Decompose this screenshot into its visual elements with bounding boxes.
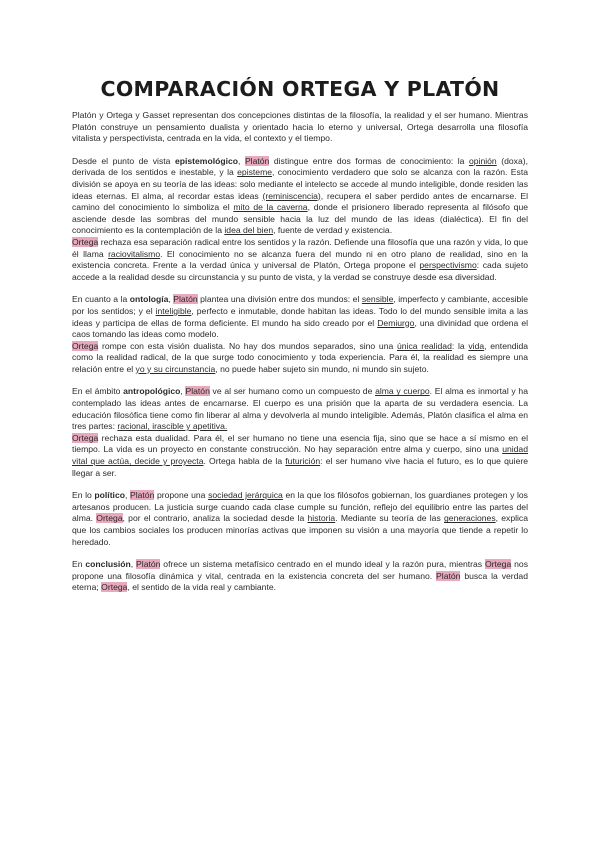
author-highlight: Platón [185, 386, 210, 397]
text-run: , fuente de verdad y existencia. [273, 225, 393, 236]
text-run: , explica que los cambios sociales los producen minorías activas que imponen su visión a una mayoría que tiende a repetir lo heredado. [72, 513, 529, 547]
author-highlight: Ortega [101, 582, 128, 593]
author-highlight: Ortega [72, 340, 99, 351]
text-run: , conocimiento verdadero que solo se alcanza con la razón. Esta división se apoya en su teoría de las ideas: solo mediante el intelecto se accede al mundo inteligible, donde residen las ideas eternas. El alma, al recordar estas ideas [72, 167, 528, 201]
anthropology-platon-paragraph [72, 386, 528, 432]
text-run: En [72, 559, 86, 570]
text-run: . El conocimiento no se alcanza fuera del mundo ni en otro plano de realidad, sino en la existencia concreta. Frente a la verdad única y universal de Platón, Ortega propone el [72, 248, 529, 271]
text-run: ofrece un sistema metafísico centrado en el mundo ideal y la razón pura, mientras [160, 559, 485, 570]
text-run: , recupera el saber perdido antes de encarnarse. El camino del conocimiento lo simboliza el [72, 190, 528, 213]
text-run: , donde el prisionero liberado representa al filósofo que asciende desde las sombras del mundo sensible hacia la luz del mundo de las ideas (dialéctica). El fin del conocimiento es la contemplación de la [72, 202, 529, 236]
text-run: rechaza esta dualidad. Para él, el ser humano no tiene una esencia fija, sino que se hace a sí mismo en el tiempo. La vida es un proyecto en constante construcción. No hay separación entre alma y cuerpo, sino una [72, 432, 528, 455]
epistemology-ortega-paragraph [72, 237, 528, 283]
underlined-term: historia [307, 513, 336, 524]
bold-keyword: antropológico [123, 386, 181, 397]
underlined-term: generaciones [444, 513, 496, 524]
text-run: : el ser humano vive hacia el futuro, es lo que quiere llegar a ser. [72, 456, 528, 478]
text-run: En cuanto a la [72, 294, 130, 305]
underlined-term: perspectivismo [419, 260, 477, 271]
text-run: en la que los filósofos gobiernan, los guardianes protegen y los artesanos producen. La justicia surge cuando cada clase cumple su función, reflejo del equilibrio entre las partes del alma. [72, 490, 528, 524]
author-highlight: Ortega [72, 432, 99, 443]
author-highlight: Ortega [96, 513, 123, 524]
text-run: : la [451, 340, 469, 351]
author-highlight: Platón [436, 570, 461, 581]
bold-keyword: conclusión [85, 559, 131, 570]
text-run: nos propone una filosofía dinámica y vital, centrada en la existencia concreta del ser humano. [72, 559, 528, 581]
text-run: , imperfecto y cambiante, accesible por los sentidos; y el [72, 294, 528, 316]
author-highlight: Platón [173, 294, 198, 305]
text-run: , perfecto e inmutable, donde habitan las ideas. Todo lo del mundo sensible imita a las ideas y participa de ellas de forma deficiente. El mundo ha sido creado por el [72, 305, 528, 328]
text-run: propone una [154, 490, 209, 501]
underlined-term: alma y cuerpo [375, 386, 430, 397]
underlined-term: yo y su circunstancia [135, 363, 216, 374]
text-run: Platón y Ortega y Gasset representan dos concepciones distintas de la filosofía, la realidad y el ser humano. Mientras Platón construye un pensamiento dualista y orientado hacia lo eterno y universal, Ortega desarrolla una filosofía vitalista y perspectivista, centrada en la vida, el contexto y el tiempo. [72, 110, 528, 144]
underlined-term: vida [468, 340, 485, 351]
text-run: busca la verdad eterna; [72, 570, 528, 593]
text-run: (doxa), derivada de los sentidos e inestable, y la [72, 155, 529, 178]
author-highlight: Platón [136, 559, 161, 570]
document-title: COMPARACIÓN ORTEGA Y PLATÓN [100, 77, 500, 101]
intro-paragraph [72, 110, 528, 145]
text-run: , [238, 155, 245, 166]
underlined-term: opinión [469, 155, 497, 166]
underlined-term: sensible [361, 294, 394, 305]
underlined-term: racional, irascible y apetitiva. [117, 421, 228, 432]
author-highlight: Ortega [72, 236, 99, 247]
underlined-term: idea del bien [224, 225, 274, 236]
text-run: , [130, 559, 137, 570]
text-run: rechaza esa separación radical entre los sentidos y la razón. Defiende una filosofía que una razón y vida, lo que él llama [72, 236, 528, 259]
underlined-term: raciovitalismo [108, 248, 161, 259]
text-run: En el ámbito [72, 386, 124, 397]
text-run: , [168, 294, 174, 305]
author-highlight: Platón [129, 490, 155, 501]
underlined-term: (reminiscencia) [262, 190, 321, 201]
text-run: , no puede haber sujeto sin mundo, ni mundo sin sujeto. [215, 363, 429, 374]
text-run: , el sentido de la vida real y cambiante. [127, 582, 277, 593]
text-run: ve al ser humano como un compuesto de [209, 386, 376, 397]
bold-keyword: político [94, 490, 125, 501]
text-run: , [180, 386, 186, 397]
underlined-term: mito de la caverna [233, 202, 308, 213]
politics-paragraph [72, 490, 528, 548]
underlined-term: sociedad jerárquica [208, 490, 283, 501]
text-run: En lo [72, 490, 95, 501]
underlined-term: unidad vital que actúa, decide y proyecta [72, 444, 528, 467]
underlined-term: inteligible [155, 305, 192, 316]
text-run: , una divinidad que ordena el caos tomando las ideas como modelo. [72, 317, 529, 340]
underlined-term: episteme [237, 167, 273, 178]
text-run: , por el contrario, analiza la sociedad desde la [122, 513, 308, 524]
text-run: : cada sujeto accede a la realidad desde su circunstancia y su punto de vista, y la verdad se construye desde esa diversidad. [72, 260, 528, 282]
text-run: . Ortega habla de la [203, 456, 286, 467]
author-highlight: Platón [244, 155, 270, 166]
text-run: . El alma es inmortal y ha contemplado las ideas antes de encarnarse. El cuerpo es una prisión que la aparta de su verdadera esencia. La educación filosófica tiene como fin liberar al alma y devolverla al mundo inteligible. Además, Platón clasifica el alma en tres partes: [72, 386, 528, 432]
bold-keyword: epistemológico [174, 155, 238, 166]
text-run: , entendida como la realidad radical, de la que surge todo conocimiento y toda experiencia. Para él, la realidad es siempre una relación entre el [72, 340, 529, 374]
text-run: distingue entre dos formas de conocimiento: la [269, 155, 469, 166]
epistemology-platon-paragraph [72, 156, 528, 237]
text-run: . Mediante su teoría de las [335, 513, 445, 524]
conclusion-paragraph [72, 559, 528, 594]
ontology-platon-paragraph [72, 294, 528, 340]
text-run: , [124, 490, 130, 501]
text-run: rompe con esta visión dualista. No hay dos mundos separados, sino una [98, 340, 397, 351]
ontology-ortega-paragraph [72, 341, 528, 376]
text-run: Desde el punto de vista [72, 155, 175, 166]
author-highlight: Ortega [484, 559, 512, 570]
underlined-term: futurición [285, 456, 321, 467]
bold-keyword: ontología [129, 294, 169, 305]
underlined-term: Demiurgo [377, 317, 415, 328]
underlined-term: única realidad [397, 340, 452, 351]
anthropology-ortega-paragraph [72, 433, 528, 479]
text-run: plantea una división entre dos mundos: el [197, 294, 362, 305]
